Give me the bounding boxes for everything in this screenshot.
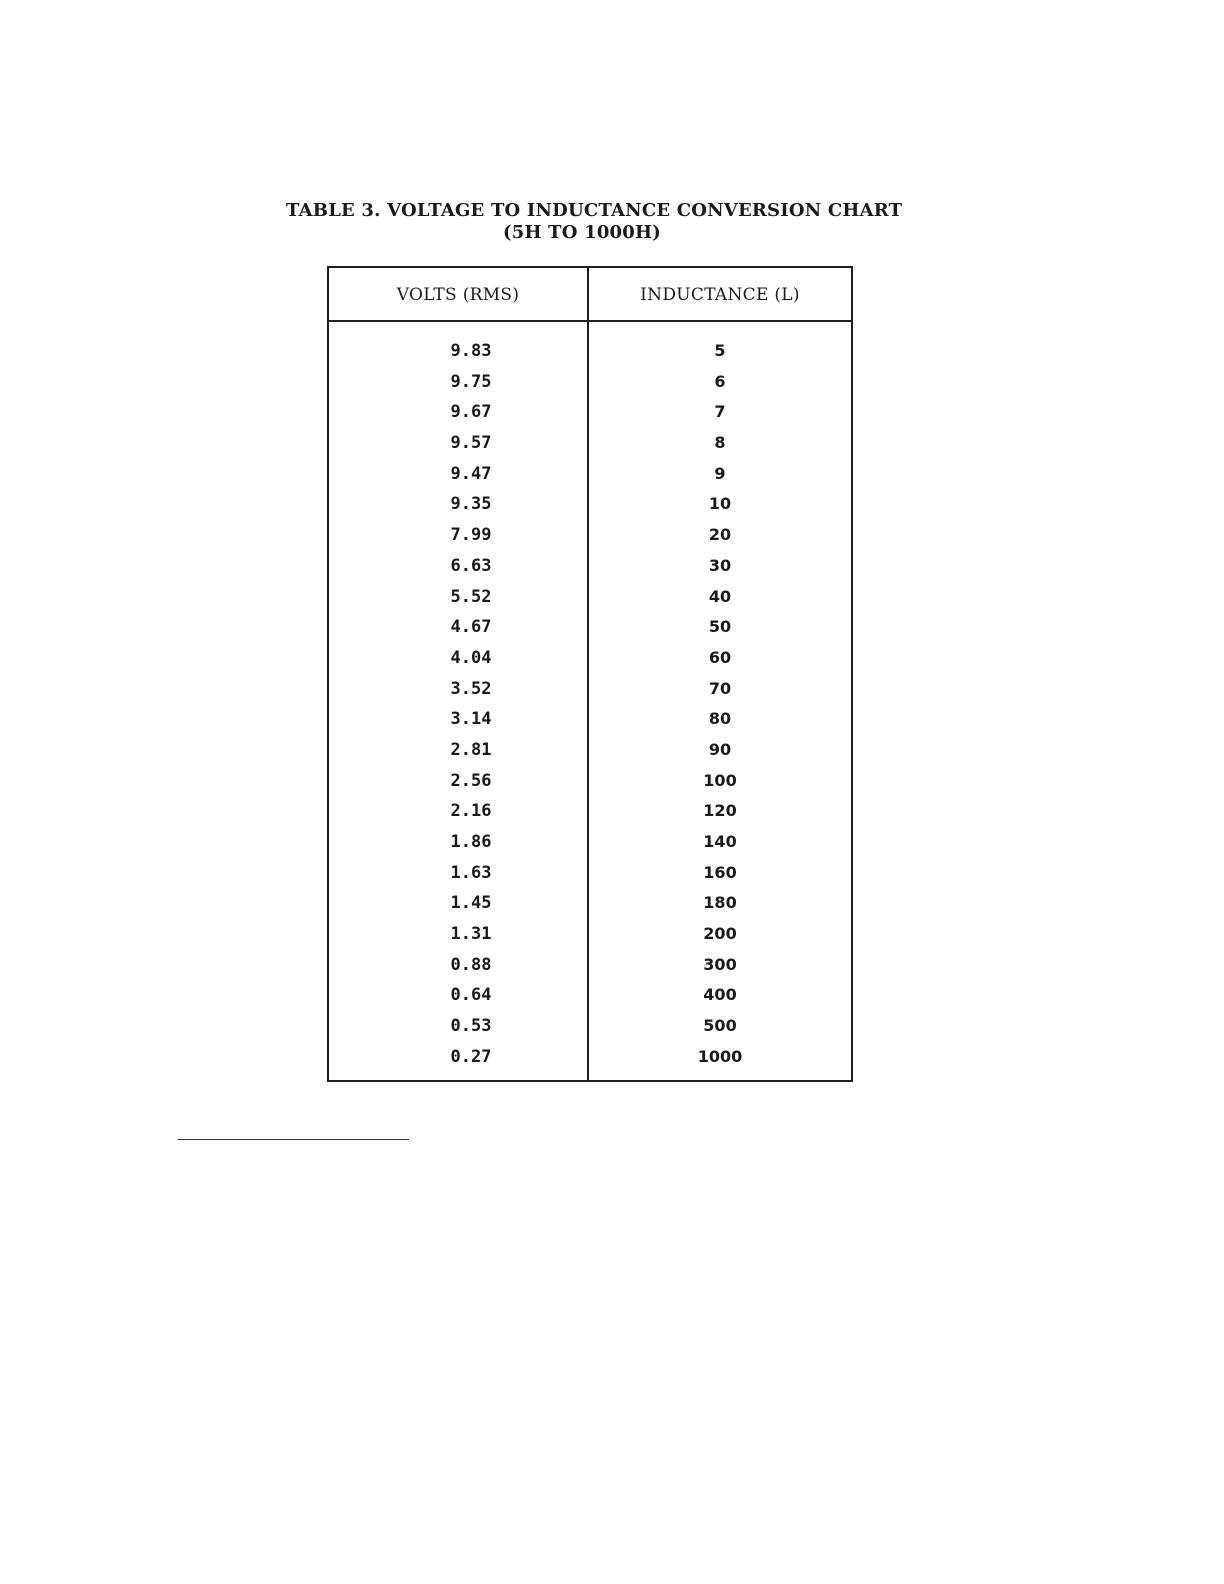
volts-cell: 7.99 bbox=[450, 525, 492, 546]
header-volts: VOLTS (RMS) bbox=[396, 285, 520, 305]
table-body bbox=[329, 336, 851, 1073]
inductance-cell: 100 bbox=[703, 770, 737, 790]
volts-cell: 9.67 bbox=[450, 402, 492, 423]
volts-cell: 9.35 bbox=[450, 494, 492, 515]
table-row bbox=[329, 950, 851, 981]
inductance-cell: 7 bbox=[714, 402, 726, 422]
inductance-cell: 60 bbox=[708, 647, 732, 667]
inductance-cell: 20 bbox=[708, 525, 732, 545]
table-title-range: (5H TO 1000H) bbox=[503, 222, 661, 243]
inductance-cell: 40 bbox=[708, 586, 732, 606]
volts-cell: 4.04 bbox=[450, 647, 492, 668]
volts-cell: 2.56 bbox=[450, 770, 492, 791]
inductance-cell: 160 bbox=[703, 862, 737, 882]
table-row bbox=[329, 796, 851, 827]
inductance-cell: 6 bbox=[714, 371, 726, 391]
inductance-cell: 80 bbox=[708, 709, 732, 729]
inductance-cell: 5 bbox=[714, 341, 726, 360]
inductance-cell: 400 bbox=[703, 985, 737, 1005]
inductance-cell: 50 bbox=[708, 617, 732, 637]
table-row bbox=[329, 674, 851, 705]
inductance-cell: 300 bbox=[703, 954, 737, 974]
footnote-rule bbox=[178, 1139, 409, 1140]
volts-cell: 2.81 bbox=[450, 739, 492, 760]
volts-cell: 5.52 bbox=[450, 586, 492, 607]
volts-cell: 1.63 bbox=[450, 862, 492, 883]
volts-cell: 9.83 bbox=[450, 341, 492, 361]
volts-cell: 9.75 bbox=[450, 371, 492, 392]
table-row bbox=[329, 551, 851, 582]
volts-cell: 6.63 bbox=[450, 555, 492, 576]
inductance-cell: 70 bbox=[708, 678, 732, 698]
volts-cell: 1.86 bbox=[450, 832, 492, 852]
table-row bbox=[329, 1042, 851, 1073]
conversion-table bbox=[327, 266, 853, 1082]
table-row bbox=[329, 459, 851, 490]
table-row bbox=[329, 336, 851, 367]
table-row bbox=[329, 489, 851, 520]
inductance-cell: 140 bbox=[703, 832, 737, 851]
header-inductance: INDUCTANCE (L) bbox=[640, 285, 800, 305]
volts-cell: 3.52 bbox=[450, 678, 492, 699]
inductance-cell: 180 bbox=[703, 893, 737, 913]
inductance-cell: 30 bbox=[708, 555, 732, 575]
inductance-cell: 90 bbox=[708, 739, 732, 759]
inductance-cell: 1000 bbox=[697, 1046, 743, 1066]
table-title-main: TABLE 3. VOLTAGE TO INDUCTANCE CONVERSION CHART bbox=[286, 200, 903, 221]
table-row bbox=[329, 766, 851, 797]
volts-cell: 4.67 bbox=[450, 617, 492, 638]
table-title bbox=[286, 200, 903, 244]
volts-cell: 0.88 bbox=[450, 954, 492, 975]
table-row bbox=[329, 367, 851, 398]
table-row bbox=[329, 735, 851, 766]
table-row bbox=[329, 827, 851, 858]
volts-cell: 0.53 bbox=[450, 1016, 492, 1037]
table-row bbox=[329, 643, 851, 674]
inductance-cell: 200 bbox=[703, 924, 737, 944]
inductance-cell: 500 bbox=[703, 1016, 737, 1036]
inductance-cell: 120 bbox=[703, 801, 737, 821]
inductance-cell: 9 bbox=[714, 463, 726, 483]
table-row bbox=[329, 428, 851, 459]
inductance-cell: 8 bbox=[714, 433, 726, 453]
volts-cell: 9.57 bbox=[450, 433, 492, 454]
table-row bbox=[329, 919, 851, 950]
table-row bbox=[329, 1011, 851, 1042]
volts-cell: 3.14 bbox=[450, 709, 492, 730]
volts-cell: 0.27 bbox=[450, 1046, 492, 1067]
table-row bbox=[329, 888, 851, 919]
table-row bbox=[329, 704, 851, 735]
inductance-cell: 10 bbox=[708, 494, 732, 514]
volts-cell: 2.16 bbox=[450, 801, 492, 822]
volts-cell: 1.45 bbox=[450, 893, 492, 914]
table-row bbox=[329, 582, 851, 613]
table-row bbox=[329, 612, 851, 643]
volts-cell: 0.64 bbox=[450, 985, 492, 1006]
table-row bbox=[329, 980, 851, 1011]
table-header-row bbox=[329, 268, 851, 322]
volts-cell: 9.47 bbox=[450, 463, 492, 484]
volts-cell: 1.31 bbox=[450, 924, 492, 945]
table-row bbox=[329, 858, 851, 889]
table-row bbox=[329, 520, 851, 551]
table-row bbox=[329, 397, 851, 428]
